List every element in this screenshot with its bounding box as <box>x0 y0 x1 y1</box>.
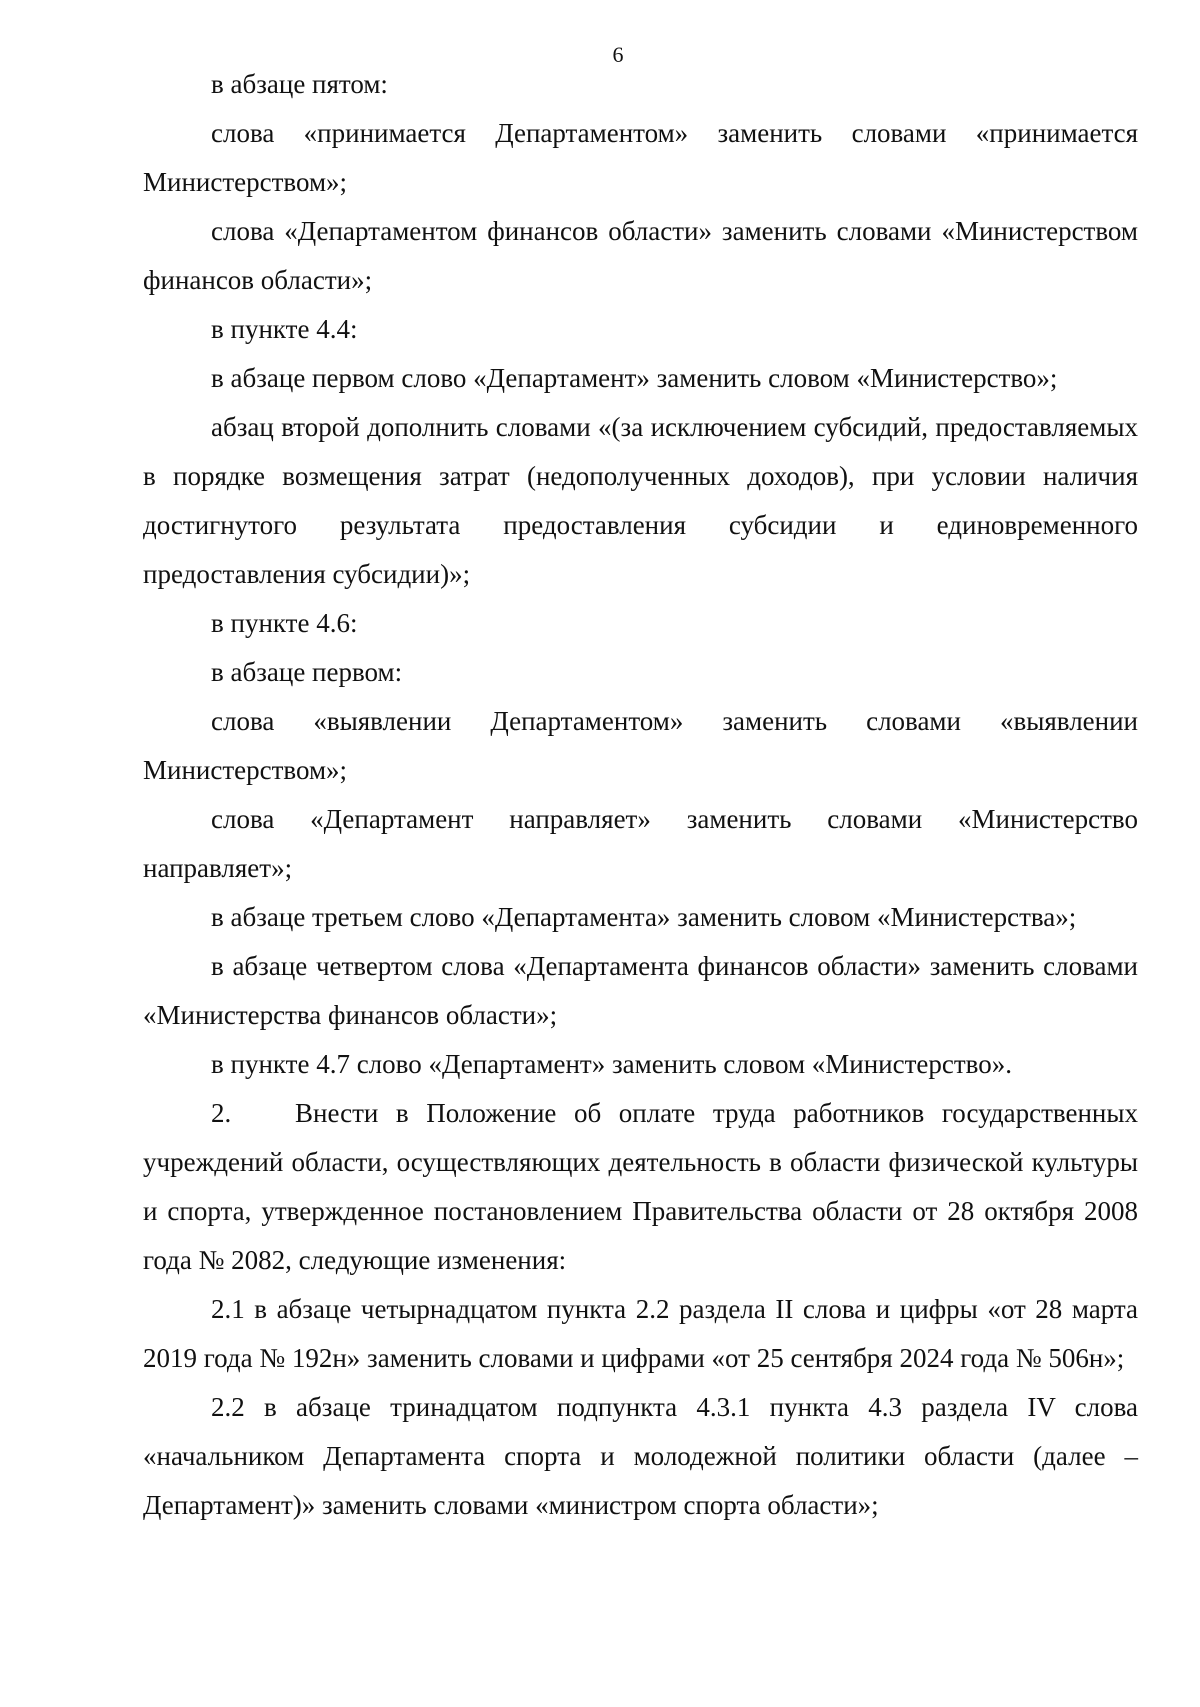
paragraph: в абзаце первом слово «Департамент» заменить словом «Министерство»; <box>211 363 1058 393</box>
paragraph: в пункте 4.4: <box>211 314 358 344</box>
paragraph: 2.1 в абзаце четырнадцатом пункта 2.2 раздела II слова и цифры «от 28 марта 2019 года № 192н» заменить словами и цифрами «от 25 сентября 2024 года № 506н»; <box>143 1294 1138 1373</box>
paragraph-text: Внести в Положение об оплате труда работников государственных учреждений области, осуществляющих деятельность в области физической культуры и спорта, утвержденное постановлением Правительства области от 28 октября 2008 года № 2082, следующие изменения: <box>143 1098 1138 1275</box>
paragraph: в пункте 4.7 слово «Департамент» заменить словом «Министерство». <box>211 1049 1012 1079</box>
paragraph: слова «Департаментом финансов области» заменить словами «Министерством финансов области»; <box>143 216 1138 295</box>
paragraph: в пункте 4.6: <box>211 608 358 638</box>
page-number: 6 <box>612 42 624 67</box>
numbered-paragraph <box>143 1089 1138 1285</box>
paragraph: в абзаце пятом: <box>211 69 388 99</box>
paragraph: абзац второй дополнить словами «(за исключением субсидий, предоставляемых в порядке возмещения затрат (недополученных доходов), при условии наличия достигнутого результата предоставления субсидии и единовременного предоставления субсидии)»; <box>143 412 1138 589</box>
paragraph: слова «выявлении Департаментом» заменить словами «выявлении Министерством»; <box>143 706 1138 785</box>
paragraph: в абзаце четвертом слова «Департамента финансов области» заменить словами «Министерства финансов области»; <box>143 951 1138 1030</box>
paragraph: слова «Департамент направляет» заменить словами «Министерство направляет»; <box>143 804 1138 883</box>
paragraph: слова «принимается Департаментом» заменить словами «принимается Министерством»; <box>143 118 1138 197</box>
document-body <box>143 60 1138 1530</box>
item-number: 2. <box>211 1098 232 1128</box>
paragraph: 2.2 в абзаце тринадцатом подпункта 4.3.1 пункта 4.3 раздела IV слова «начальником Департамента спорта и молодежной политики области (далее – Департамент)» заменить словами «министром спорта области»; <box>143 1392 1138 1520</box>
paragraph: в абзаце третьем слово «Департамента» заменить словом «Министерства»; <box>211 902 1077 932</box>
paragraph: в абзаце первом: <box>211 657 403 687</box>
